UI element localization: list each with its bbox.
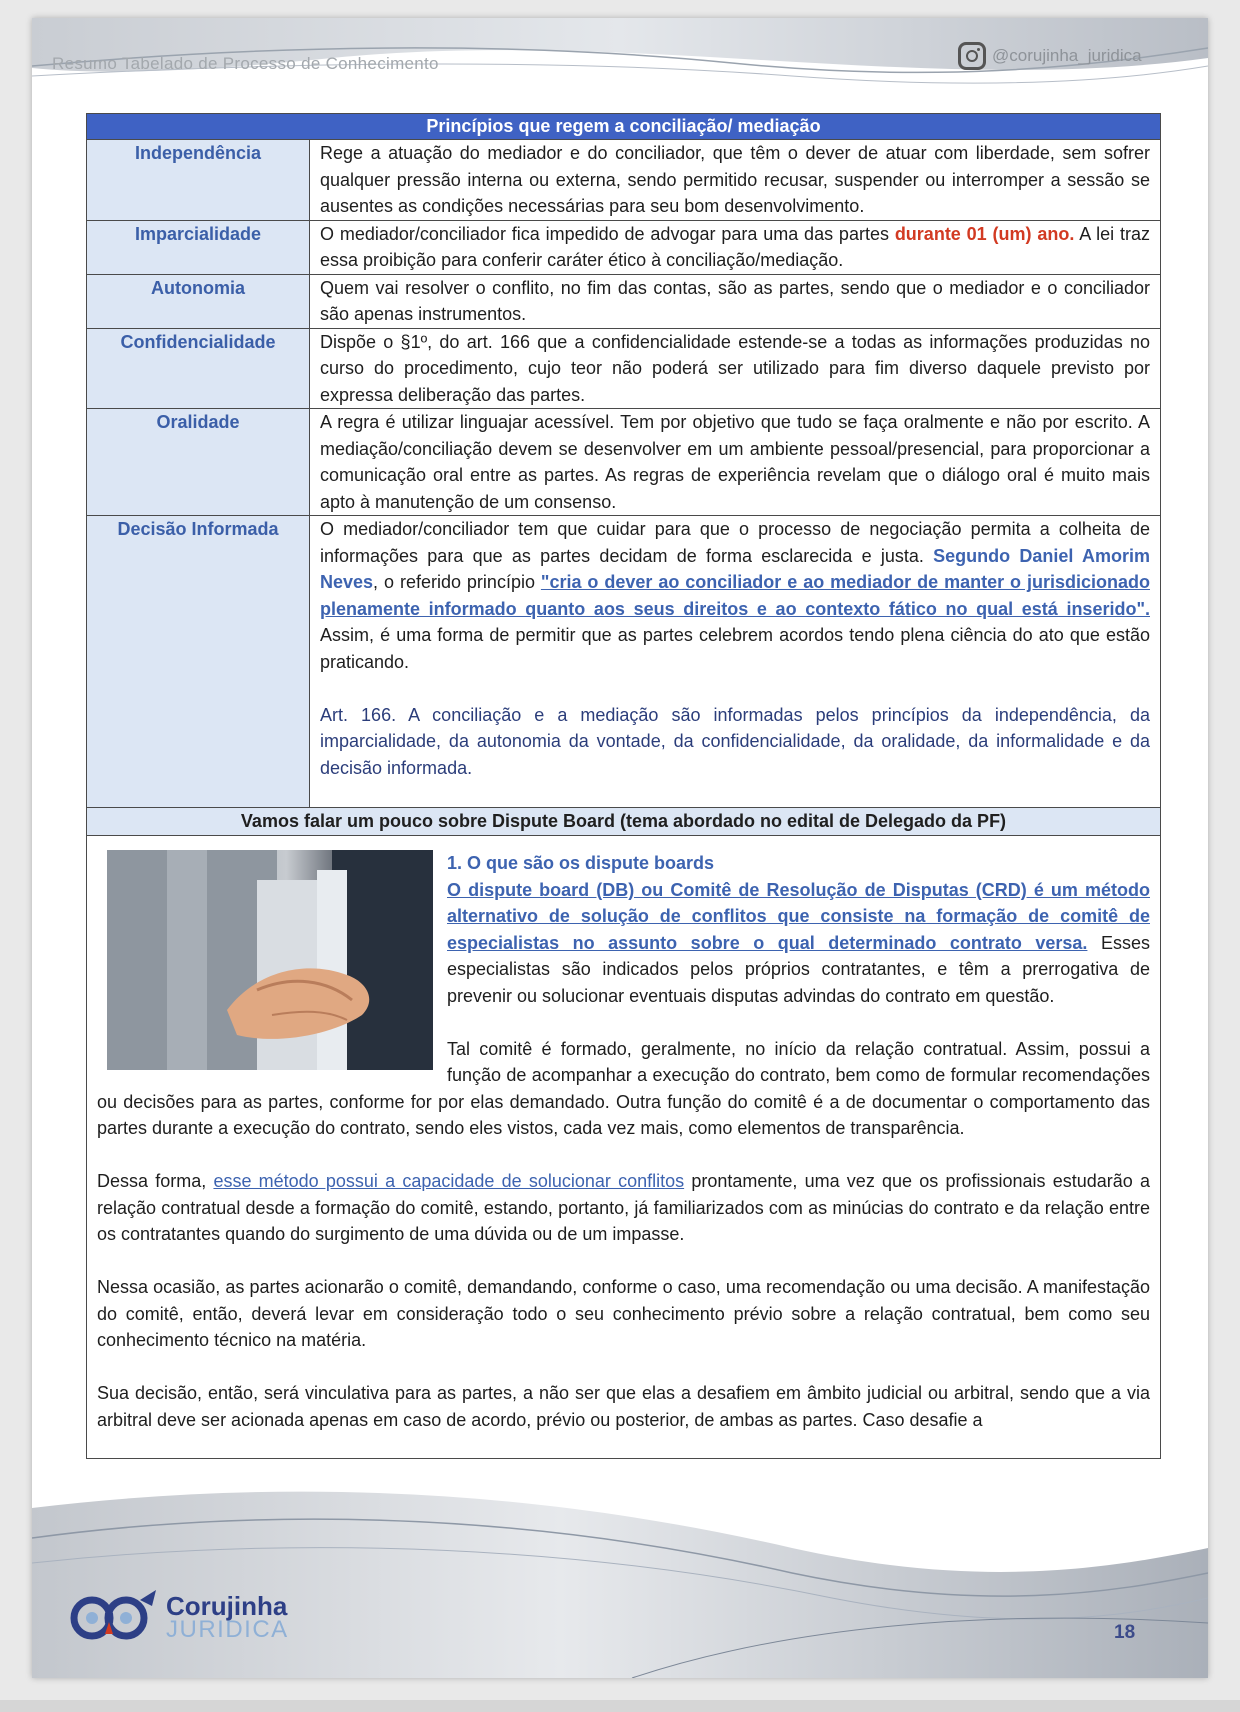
footer-wave-decoration (32, 1478, 1208, 1678)
instagram-handle-text: @corujinha_juridica (992, 46, 1142, 65)
bottom-divider (0, 1700, 1240, 1712)
principle-label: Imparcialidade (87, 220, 310, 274)
table-row (87, 328, 1161, 409)
owl-logo-icon (70, 1588, 162, 1648)
principle-label: Decisão Informada (87, 516, 310, 808)
page-number: 18 (1114, 1622, 1136, 1643)
text-segment: O mediador/conciliador fica impedido de advogar para uma das partes (320, 223, 895, 244)
text-segment: Assim, é uma forma de permitir que as partes celebrem acordos tendo plena ciência do ato que estão praticando. (320, 625, 1150, 672)
principle-label: Confidencialidade (87, 328, 310, 409)
paragraph (97, 1168, 1150, 1248)
definition-link[interactable]: O dispute board (DB) ou Comitê de Resolução de Disputas (CRD) é um método alternativo de solução de conflitos que consiste na formação de comitê de especialistas no assunto sobre o qual determinado contrato versa. (447, 879, 1150, 953)
principle-text: A regra é utilizar linguajar acessível. Tem por objetivo que tudo se faça oralmente e não por escrito. A mediação/conciliação devem se desenvolver em um ambiente pessoal/presencial, para proporcionar a comunicação oral entre as partes. As regras de experiência revelam que o diálogo oral é muito mais apto à manutenção de um consenso. (310, 409, 1161, 516)
text-segment: Esses especialistas são indicados pelos próprios contratantes, e têm a prerrogativa de prevenir ou solucionar eventuais disputas advindas do contrato em questão. (447, 932, 1150, 1006)
principle-label: Oralidade (87, 409, 310, 516)
instagram-handle[interactable] (958, 42, 1142, 70)
dispute-board-subheader: Vamos falar um pouco sobre Dispute Board (tema abordado no edital de Delegado da PF) (87, 808, 1161, 836)
handshake-image (107, 850, 433, 1070)
paragraph (320, 516, 1150, 675)
principle-label: Independência (87, 140, 310, 221)
author-name: Segundo Daniel Amorim Neves (320, 545, 1151, 592)
paragraph: Nessa ocasião, as partes acionarão o comitê, demandando, conforme o caso, uma recomendação ou uma decisão. A manifestação do comitê, então, deverá levar em consideração todo o seu conhecimento prévio sobre a relação contratual, bem como seu conhecimento técnico na matéria. (97, 1277, 1150, 1350)
dispute-board-section (87, 836, 1161, 1459)
table-title: Princípios que regem a conciliação/ mediação (87, 114, 1161, 140)
logo-text-line2: JURIDICA (166, 1616, 289, 1643)
paragraph: Sua decisão, então, será vinculativa para as partes, a não ser que elas a desafiem em âmbito judicial ou arbitral, sendo que a via arbitral deve ser acionada apenas em caso de acordo, prévio ou posterior, de ambas as partes. Caso desafie a (97, 1383, 1150, 1430)
text-segment: A lei traz essa proibição para conferir caráter ético à conciliação/mediação. (320, 223, 1150, 270)
principles-table (86, 113, 1161, 1459)
principle-text (310, 516, 1161, 808)
table-row (87, 220, 1161, 274)
principle-label: Autonomia (87, 274, 310, 328)
corujinha-logo (70, 1588, 289, 1648)
principle-text: Quem vai resolver o conflito, no fim das contas, são as partes, sendo que o mediador e o conciliador são apenas instrumentos. (310, 274, 1161, 328)
principle-text (310, 220, 1161, 274)
table-row (87, 140, 1161, 221)
principle-text: Dispõe o §1º, do art. 166 que a confidencialidade estende-se a todas as informações produzidas no curso do procedimento, cujo teor não poderá ser utilizado para fim diverso daquele previsto por expressa deliberação das partes. (310, 328, 1161, 409)
section-title: 1. O que são os dispute boards (447, 853, 715, 873)
instagram-icon (958, 42, 986, 70)
text-segment: O mediador/conciliador tem que cuidar para que o processo de negociação permita a colheita de informações para que as partes decidam de forma esclarecida e justa. (320, 519, 1150, 566)
quote-link[interactable]: "cria o dever ao conciliador e ao mediador de manter o jurisdicionado plenamente informado quanto aos seus direitos e ao contexto fático no qual está inserido". (320, 572, 1150, 619)
inline-link[interactable]: esse método possui a capacidade de solucionar conflitos (213, 1171, 685, 1191)
document-page (32, 18, 1208, 1678)
paragraph: Tal comitê é formado, geralmente, no início da relação contratual. Assim, possui a função de acompanhar a execução do contrato, bem como de formular recomendações ou decisões para as partes, conforme for por elas demandado. Outra função do comitê é a de documentar o comportamento das partes durante a execução do contrato, sendo eles vistos, cada vez mais, como elementos de transparência. (97, 1038, 1150, 1138)
document-header-title: Resumo Tabelado de Processo de Conhecimento (52, 54, 439, 73)
table-row (87, 409, 1161, 516)
logo-text-line1: Corujinha (166, 1591, 288, 1621)
law-article: Art. 166. A conciliação e a mediação são informadas pelos princípios da independência, da imparcialidade, da autonomia da vontade, da confidencialidade, da oralidade, da informalidade e da decisão informada. (320, 704, 1150, 778)
table-row (87, 516, 1161, 808)
highlight-red: durante 01 (um) ano. (894, 223, 1075, 244)
text-segment: Dessa forma, (97, 1171, 214, 1191)
principle-text: Rege a atuação do mediador e do conciliador, que têm o dever de atuar com liberdade, sem sofrer qualquer pressão interna ou externa, sendo permitido recusar, suspender ou interromper a sessão se ausentes as condições necessárias para seu bom desenvolvimento. (310, 140, 1161, 221)
text-segment: , o referido princípio (373, 572, 541, 592)
table-row (87, 274, 1161, 328)
text-segment: prontamente, uma vez que os profissionais estudarão a relação contratual desde a formação do comitê, estando, portanto, já familiarizados com as minúcias do contrato e da relação entre os contratantes quando do surgimento de uma dúvida ou de um impasse. (97, 1171, 1150, 1244)
